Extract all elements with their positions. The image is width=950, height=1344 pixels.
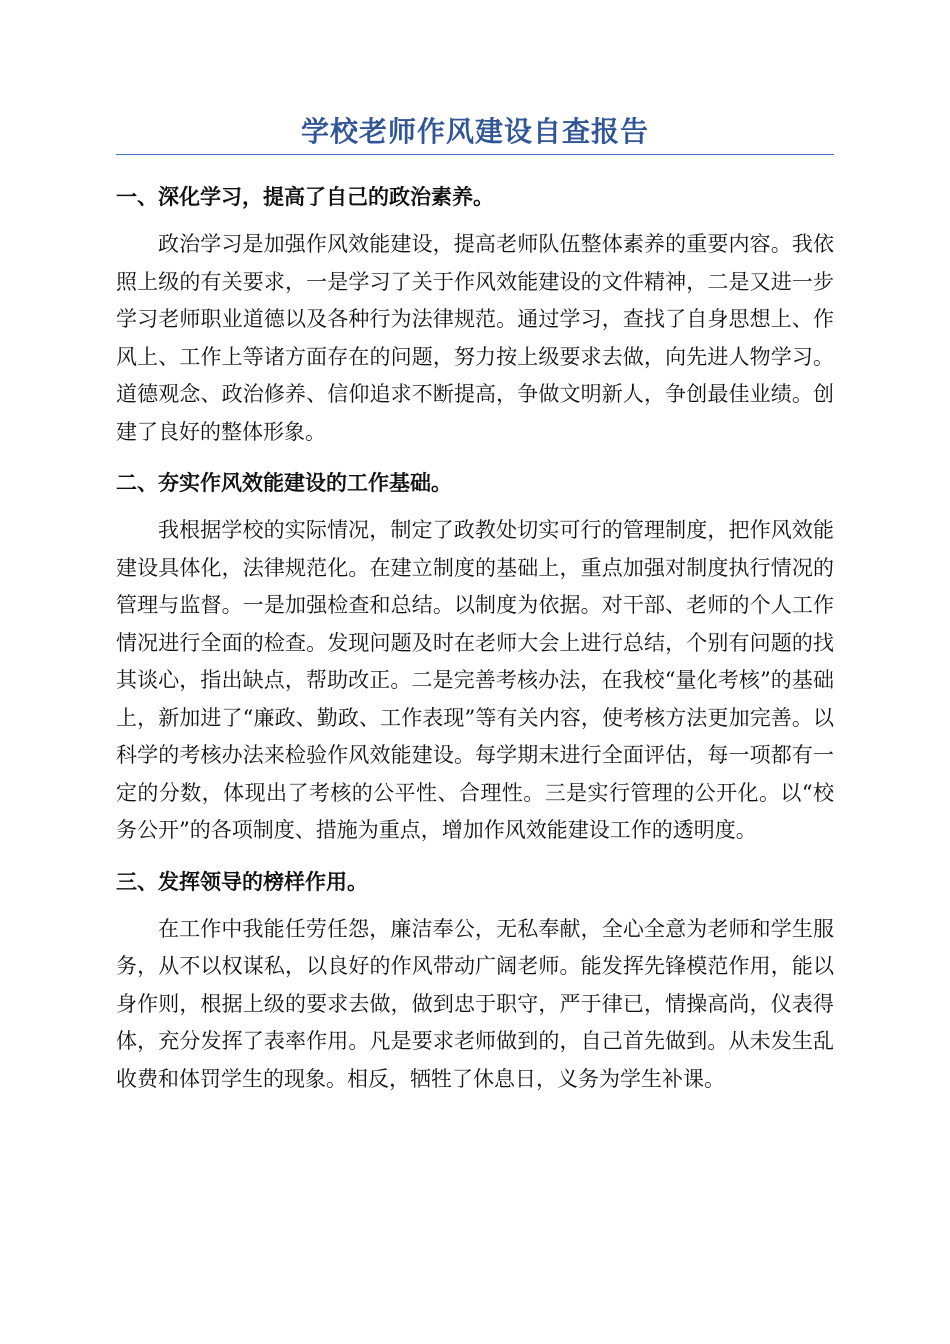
section-heading: 一、深化学习，提高了自己的政治素养。 (116, 185, 494, 209)
section-paragraph: 我根据学校的实际情况，制定了政教处切实可行的管理制度，把作风效能建设具体化，法律规范化。在建立制度的基础上，重点加强对制度执行情况的管理与监督。一是加强检查和总结。以制度为依据。对干部、老师的个人工作情况进行全面的检查。发现问题及时在老师大会上进行总结，个别有问题的找其谈心，指出缺点，帮助改正。二是完善考核办法，在我校“量化考核”的基础上，新加进了“廉政、勤政、工作表现”等有关内容，使考核方法更加完善。以科学的考核办法来检验作风效能建设。每学期末进行全面评估，每一项都有一定的分数，体现出了考核的公平性、合理性。三是实行管理的公开化。以“校务公开”的各项制度、措施为重点，增加作风效能建设工作的透明度。 (116, 518, 834, 842)
section-3 (116, 864, 834, 1099)
section-heading: 二、夯实作风效能建设的工作基础。 (116, 471, 452, 495)
section-1 (116, 179, 834, 451)
section-heading: 三、发挥领导的榜样作用。 (116, 869, 368, 894)
section-paragraph: 在工作中我能任劳任怨，廉洁奉公，无私奉献，全心全意为老师和学生服务，从不以权谋私，以良好的作风带动广阔老师。能发挥先锋模范作用，能以身作则，根据上级的要求去做，做到忠于职守，严于律已，情操高尚，仪表得体，充分发挥了表率作用。凡是要求老师做到的，自己首先做到。从未发生乱收费和体罚学生的现象。相反，牺牲了休息日，义务为学生补课。 (116, 916, 834, 1091)
document-title: 学校老师作风建设自查报告 (116, 112, 834, 155)
section-paragraph: 政治学习是加强作风效能建设，提高老师队伍整体素养的重要内容。我依照上级的有关要求，一是学习了关于作风效能建设的文件精神，二是又进一步学习老师职业道德以及各种行为法律规范。通过学习，查找了自身思想上、作风上、工作上等诸方面存在的问题，努力按上级要求去做，向先进人物学习。道德观念、政治修养、信仰追求不断提高，争做文明新人，争创最佳业绩。创建了良好的整体形象。 (116, 232, 834, 444)
document-page (116, 112, 834, 1112)
section-2 (116, 465, 834, 850)
